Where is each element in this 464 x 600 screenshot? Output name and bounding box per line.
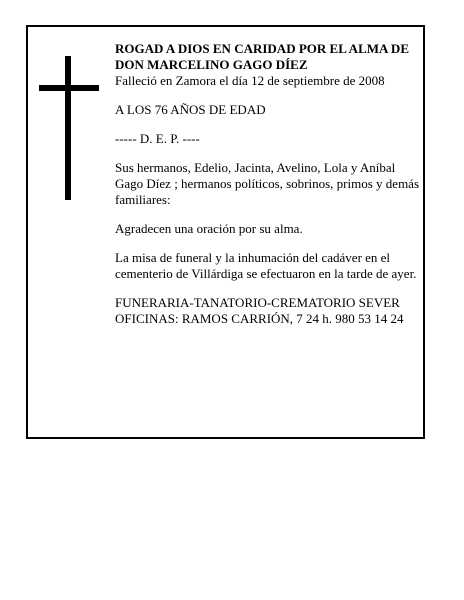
age-line: A LOS 76 AÑOS DE EDAD <box>115 102 266 117</box>
funeral-line: La misa de funeral y la inhumación del cadáver en el cementerio de Villárdiga se efectuaron en la tarde de ayer. <box>115 250 417 281</box>
notice-heading-prayer: ROGAD A DIOS EN CARIDAD POR EL ALMA DE <box>115 41 409 56</box>
notice-body <box>115 41 421 327</box>
cross-horizontal-bar <box>39 85 99 91</box>
thanks-line: Agradecen una oración por su alma. <box>115 221 303 236</box>
funeral-home-offices: OFICINAS: RAMOS CARRIÓN, 7 24 h. 980 53 14 24 <box>115 311 404 326</box>
obituary-notice <box>26 25 425 439</box>
latin-cross-icon <box>39 56 99 200</box>
deceased-name: DON MARCELINO GAGO DÍEZ <box>115 57 308 72</box>
family-line: Sus hermanos, Edelio, Jacinta, Avelino, Lola y Aníbal Gago Díez ; hermanos políticos, sobrinos, primos y demás familiares: <box>115 160 420 207</box>
funeral-home-name: FUNERARIA-TANATORIO-CREMATORIO SEVER <box>115 295 400 310</box>
death-info: Falleció en Zamora el día 12 de septiembre de 2008 <box>115 73 385 88</box>
rip-line: ----- D. E. P. ---- <box>115 131 200 146</box>
cross-vertical-bar <box>65 56 71 200</box>
